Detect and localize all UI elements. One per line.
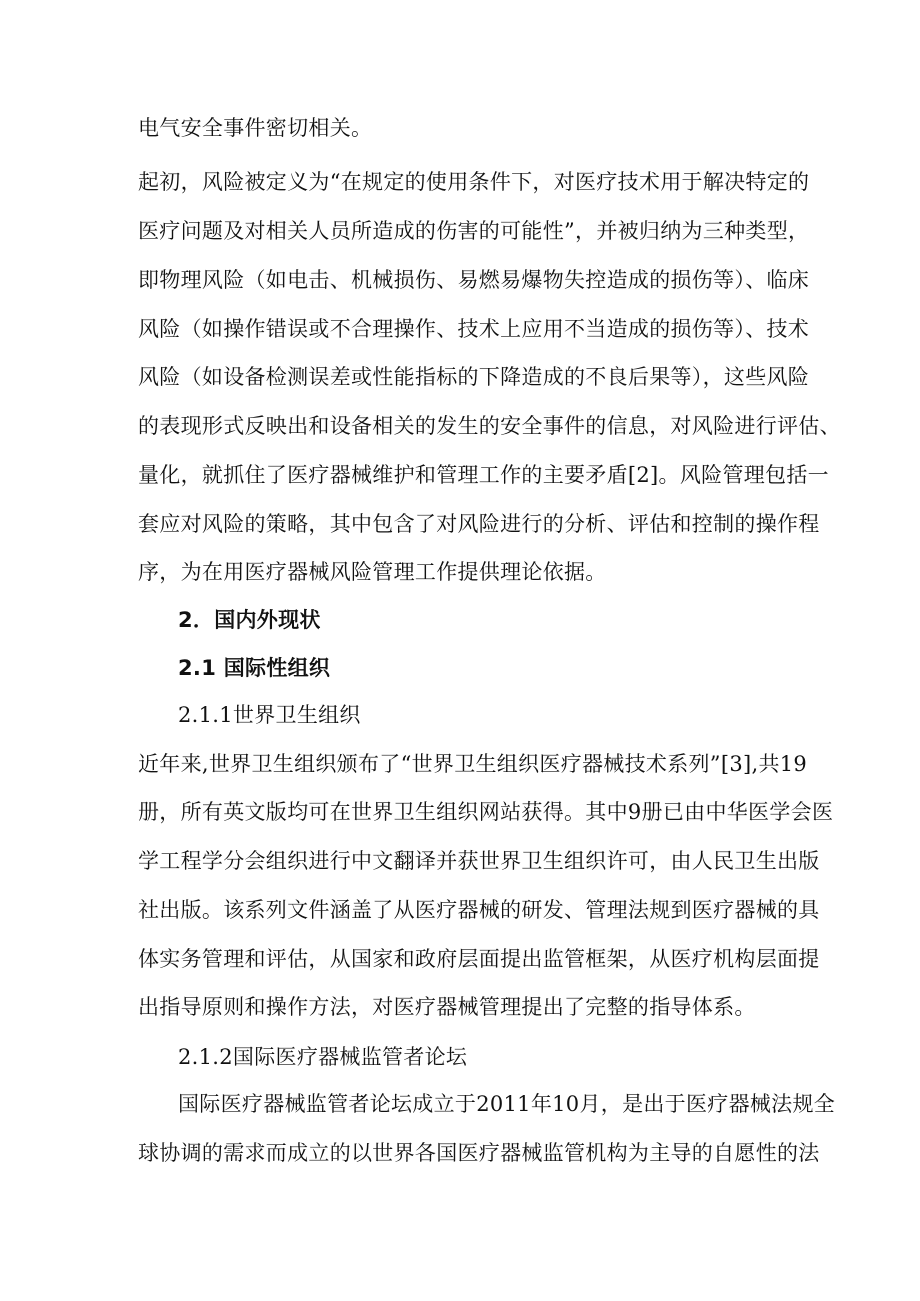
paragraph-line: 风险（如操作错误或不合理操作、技术上应用不当造成的损伤等）、技术 (138, 317, 810, 341)
paragraph-line: 册，所有英文版均可在世界卫生组织网站获得。其中9册已由中华医学会医 (138, 800, 834, 824)
paragraph-line: 序，为在用医疗器械风险管理工作提供理论依据。 (138, 560, 607, 584)
paragraph-line: 医疗问题及对相关人员所造成的伤害的可能性”，并被归纳为三种类型， (138, 219, 810, 243)
paragraph-line: 风险（如设备检测误差或性能指标的下降造成的不良后果等），这些风险 (138, 365, 810, 389)
paragraph-line: 国际医疗器械监管者论坛成立于2011年10月，是出于医疗器械法规全 (178, 1092, 836, 1116)
section-heading: 2．国内外现状 (178, 608, 321, 632)
paragraph-line: 量化，就抓住了医疗器械维护和管理工作的主要矛盾[2]。风险管理包括一 (138, 463, 829, 487)
paragraph-line: 学工程学分会组织进行中文翻译并获世界卫生组织许可，由人民卫生出版 (138, 849, 820, 873)
paragraph-line: 电气安全事件密切相关。 (138, 116, 373, 140)
paragraph-line: 起初，风险被定义为“在规定的使用条件下，对医疗技术用于解决特定的 (138, 170, 810, 194)
paragraph-line: 出指导原则和操作方法，对医疗器械管理提出了完整的指导体系。 (138, 995, 756, 1019)
subsubsection-heading: 2.1.1世界卫生组织 (178, 703, 361, 727)
subsubsection-heading: 2.1.2国际医疗器械监管者论坛 (178, 1045, 468, 1069)
paragraph-line: 的表现形式反映出和设备相关的发生的安全事件的信息，对风险进行评估、 (138, 414, 841, 438)
paragraph-line: 套应对风险的策略，其中包含了对风险进行的分析、评估和控制的操作程 (138, 512, 820, 536)
paragraph-line: 体实务管理和评估，从国家和政府层面提出监管框架，从医疗机构层面提 (138, 947, 820, 971)
subsection-heading: 2.1 国际性组织 (178, 656, 331, 680)
paragraph-line: 近年来,世界卫生组织颁布了“世界卫生组织医疗器械技术系列”[3],共19 (138, 752, 808, 776)
paragraph-line: 即物理风险（如电击、机械损伤、易燃易爆物失控造成的损伤等）、临床 (138, 268, 810, 292)
paragraph-line: 社出版。该系列文件涵盖了从医疗器械的研发、管理法规到医疗器械的具 (138, 898, 820, 922)
paragraph-line: 球协调的需求而成立的以世界各国医疗器械监管机构为主导的自愿性的法 (138, 1141, 820, 1165)
